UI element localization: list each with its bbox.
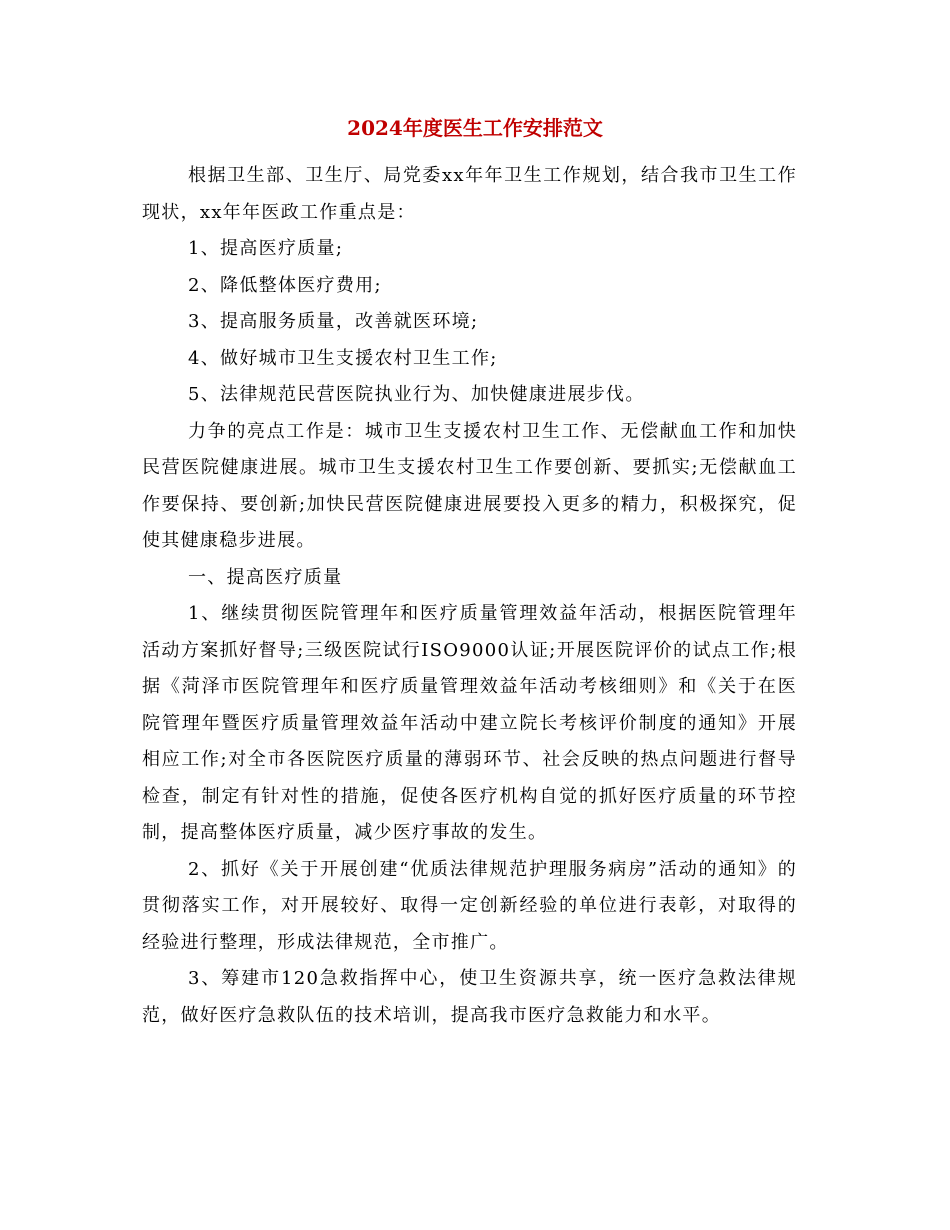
document-body [142,158,797,1034]
paragraph-item-4: 4、做好城市卫生支援农村卫生工作; [188,347,498,369]
paragraph-item-2: 2、降低整体医疗费用; [188,274,382,296]
paragraph-section1-item3: 3、筹建市120急救指挥中心，使卫生资源共享，统一医疗急救法律规范，做好医疗急救队伍的技术培训，提高我市医疗急救能力和水平。 [142,968,797,1026]
document-title: 2024年度医生工作安排范文 [347,116,603,140]
paragraph-intro: 根据卫生部、卫生厅、局党委xx年年卫生工作规划，结合我市卫生工作现状，xx年年医政工作重点是： [142,165,797,223]
paragraph-item-3: 3、提高服务质量，改善就医环境; [188,311,479,332]
paragraph-item-5: 5、法律规范民营医院执业行为、加快健康进展步伐。 [188,384,645,405]
paragraph-item-1: 1、提高医疗质量; [188,238,344,259]
section-heading-1: 一、提高医疗质量 [188,566,343,588]
paragraph-highlights: 力争的亮点工作是：城市卫生支援农村卫生工作、无偿献血工作和加快民营医院健康进展。城市卫生支援农村卫生工作要创新、要抓实;无偿献血工作要保持、要创新;加快民营医院健康进展要投入更多的精力，积极探究，促使其健康稳步进展。 [142,420,797,551]
paragraph-section1-item2: 2、抓好《关于开展创建“优质法律规范护理服务病房”活动的通知》的贯彻落实工作，对开展较好、取得一定创新经验的单位进行表彰，对取得的经验进行整理，形成法律规范，全市推广。 [142,858,797,953]
paragraph-section1-item1: 1、继续贯彻医院管理年和医疗质量管理效益年活动，根据医院管理年活动方案抓好督导;三级医院试行ISO9000认证;开展医院评价的试点工作;根据《菏泽市医院管理年和医疗质量管理效益年活动考核细则》和《关于在医院管理年暨医疗质量管理效益年活动中建立院长考核评价制度的通知》开展相应工作;对全市各医院医疗质量的薄弱环节、社会反映的热点问题进行督导检查，制定有针对性的措施，促使各医疗机构自觉的抓好医疗质量的环节控制，提高整体医疗质量，减少医疗事故的发生。 [142,603,797,843]
